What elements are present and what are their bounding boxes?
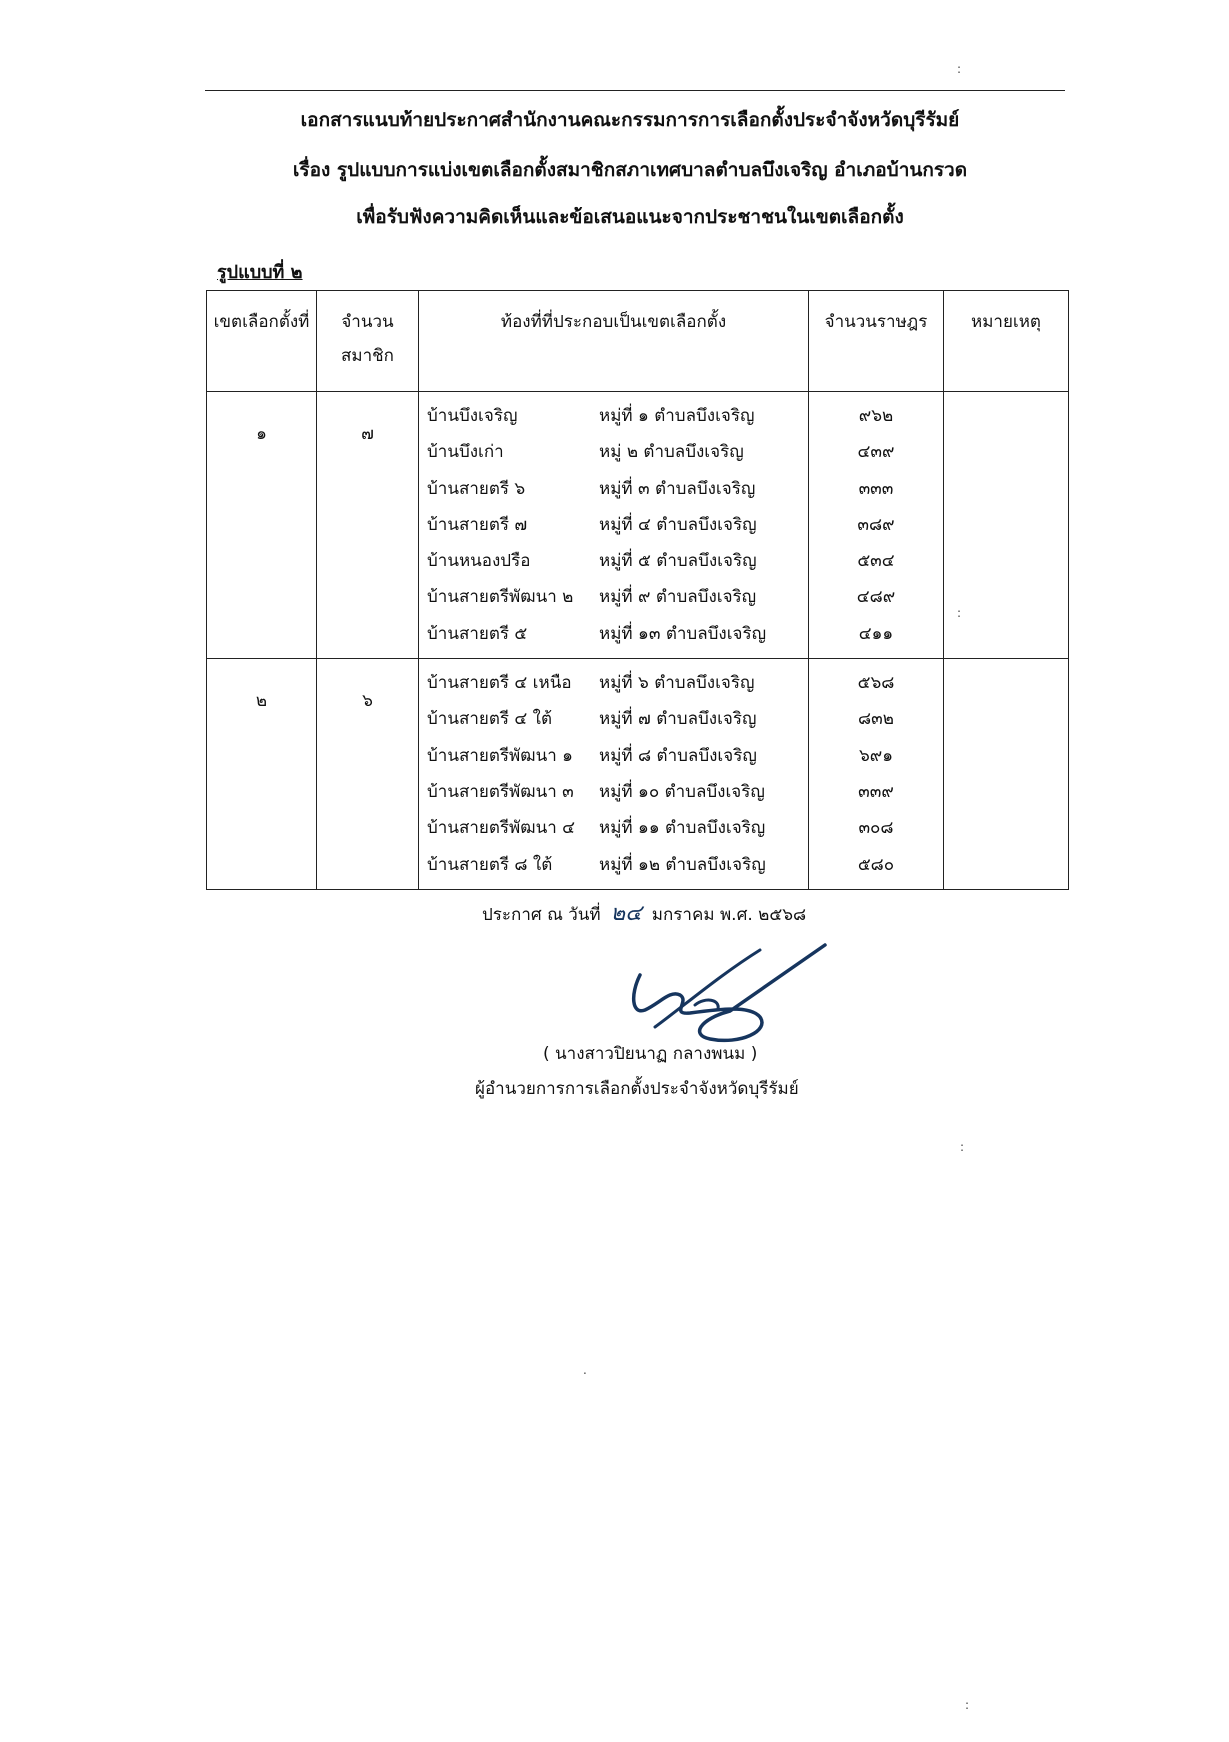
village-name: บ้านสายตรีพัฒนา ๔ [427,818,576,839]
population-value: ๓๓๙ [858,781,894,802]
village-name: บ้านบึงเจริญ [427,406,518,426]
village-moo: หมู่ที่ ๓ ตำบลบึงเจริญ [599,478,756,499]
zone-members: ๖ [362,691,373,712]
list-item [423,543,804,579]
zone-number: ๒ [255,691,268,712]
list-item [423,665,804,701]
list-item [423,507,804,543]
village-moo: หมู่ที่ ๑๐ ตำบลบึงเจริญ [599,781,765,802]
list-item [423,738,804,774]
scan-speck: : [957,606,962,620]
zone-number: ๑ [256,424,267,444]
village-moo: หมู่ที่ ๑๑ ตำบลบึงเจริญ [599,818,766,839]
zone-remark [944,392,1069,659]
scan-speck: : [965,1698,970,1712]
scan-speck: : [960,1140,965,1154]
population-value: ๕๘๐ [857,854,895,875]
population-value: ๔๓๙ [857,442,895,463]
announcement-date [482,895,806,930]
population-value: ๕๓๔ [857,551,895,572]
village-name: บ้านสายตรี ๔ ใต้ [427,709,553,730]
header-area: ท้องที่ที่ประกอบเป็นเขตเลือกตั้ง [419,291,809,392]
village-moo: หมู่ที่ ๑ ตำบลบึงเจริญ [599,406,755,426]
village-name: บ้านสายตรีพัฒนา ๑ [427,745,573,766]
village-name: บ้านสายตรี ๖ [427,478,526,499]
table-row [207,659,1069,890]
list-item [423,847,804,883]
zone-villages [419,659,809,890]
village-moo: หมู่ที่ ๑๒ ตำบลบึงเจริญ [599,854,766,875]
header-rule [205,90,1065,91]
list-item [423,434,804,470]
population-value: ๕๖๘ [857,673,895,694]
list-item [423,398,804,434]
village-name: บ้านหนองปรือ [427,551,531,572]
header-zone: เขตเลือกตั้งที่ [207,291,317,392]
village-moo: หมู่ที่ ๗ ตำบลบึงเจริญ [599,709,757,730]
zone-population [809,392,944,659]
header-population: จำนวนราษฎร [809,291,944,392]
document-title: เอกสารแนบท้ายประกาศสำนักงานคณะกรรมการการเลือกตั้งประจำจังหวัดบุรีรัมย์ [300,109,960,131]
signer-name: ( นางสาวปิยนาฏ กลางพนม ) [543,1044,758,1064]
scan-speck: : [957,62,962,76]
population-value: ๓๓๓ [858,478,894,499]
village-name: บ้านบึงเก่า [427,442,504,463]
population-value: ๓๐๘ [858,818,894,839]
list-item [423,701,804,737]
signature-image [600,935,840,1055]
announcement-suffix: มกราคม พ.ศ. ๒๕๖๘ [651,905,807,925]
village-name: บ้านสายตรี ๕ [427,623,528,644]
scan-speck: . [583,1363,587,1377]
village-moo: หมู่ที่ ๔ ตำบลบึงเจริญ [599,514,757,535]
zone-population [809,659,944,890]
population-value: ๘๓๒ [858,709,894,730]
population-value: ๓๘๙ [857,514,895,535]
population-value: ๔๘๙ [856,587,896,608]
header-members: จำนวนสมาชิก [317,291,419,392]
document-subject: เรื่อง รูปแบบการแบ่งเขตเลือกตั้งสมาชิกสภาเทศบาลตำบลบึงเจริญ อำเภอบ้านกรวด [292,159,968,181]
population-value: ๔๑๑ [858,623,894,644]
signer-position: ผู้อำนวยการการเลือกตั้งประจำจังหวัดบุรีรัมย์ [475,1079,799,1099]
population-value: ๙๖๒ [858,406,894,426]
village-name: บ้านสายตรีพัฒนา ๒ [427,587,574,608]
village-moo: หมู่ ๒ ตำบลบึงเจริญ [599,442,744,463]
announcement-day: ๒๔ [610,901,642,926]
table-row [207,392,1069,659]
village-name: บ้านสายตรี ๗ [427,514,528,535]
list-item [423,774,804,810]
village-moo: หมู่ที่ ๕ ตำบลบึงเจริญ [599,551,757,572]
zone-remark [944,659,1069,890]
announcement-prefix: ประกาศ ณ วันที่ [482,905,601,925]
list-item [423,579,804,615]
village-name: บ้านสายตรีพัฒนา ๓ [427,781,574,802]
list-item [423,471,804,507]
village-moo: หมู่ที่ ๖ ตำบลบึงเจริญ [599,673,755,694]
zone-members: ๗ [361,424,374,444]
village-moo: หมู่ที่ ๑๓ ตำบลบึงเจริญ [599,623,767,644]
village-name: บ้านสายตรี ๘ ใต้ [427,854,553,875]
header-remark: หมายเหตุ [944,291,1069,392]
zone-villages [419,392,809,659]
population-value: ๖๙๑ [858,745,894,766]
electoral-zone-table [206,290,1069,890]
table-header-row [207,291,1069,392]
village-name: บ้านสายตรี ๔ เหนือ [427,673,572,694]
list-item [423,616,804,652]
list-item [423,810,804,846]
village-moo: หมู่ที่ ๘ ตำบลบึงเจริญ [599,745,757,766]
village-moo: หมู่ที่ ๙ ตำบลบึงเจริญ [599,587,757,608]
form-label: รูปแบบที่ ๒ [217,262,303,283]
document-purpose: เพื่อรับฟังความคิดเห็นและข้อเสนอแนะจากประชาชนในเขตเลือกตั้ง [356,206,904,228]
